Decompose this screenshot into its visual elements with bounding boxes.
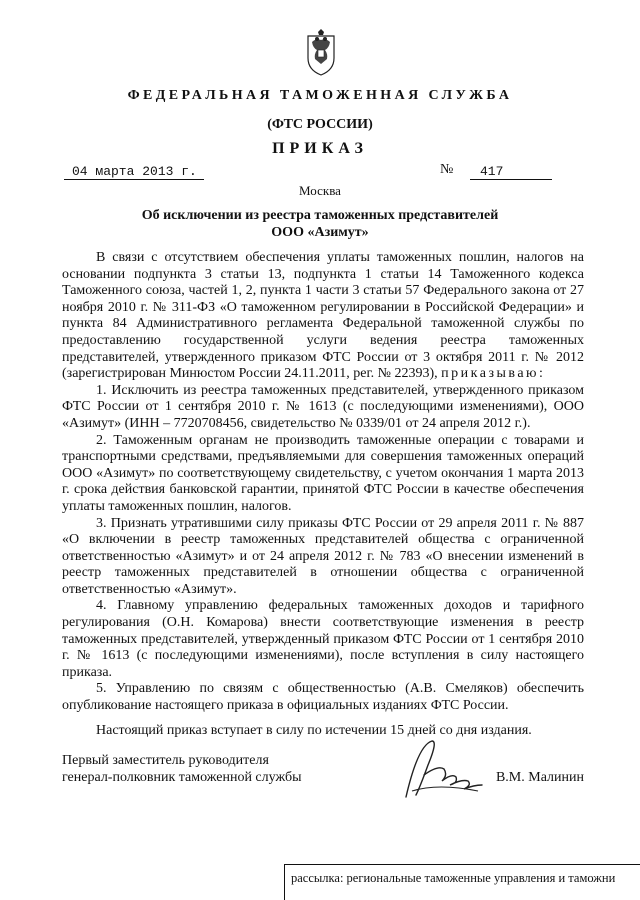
order-item-5: 5. Управлению по связям с общественностью (А.В. Смеляков) обеспечить опубликование настоящего приказа в официальных изданиях ФТС России. (62, 681, 584, 714)
document-number: 417 (470, 164, 552, 180)
document-type: ПРИКАЗ (272, 140, 368, 157)
position-line-2: генерал-полковник таможенной службы (62, 770, 302, 785)
document-number-label: № (440, 162, 454, 177)
document-date: 04 марта 2013 г. (64, 164, 204, 180)
order-item-2: 2. Таможенным органам не производить таможенные операции с товарами и транспортными средствами, предъявляемыми для совершения таможенных операций ООО «Азимут» по соответствующему свидетельству, с учетом окончания 1 марта 2013 г. срока действия банковской гарантии, принятой ФТС России в качестве обеспечения уплаты таможенных пошлин, налогов. (62, 432, 584, 514)
organization-name: ФЕДЕРАЛЬНАЯ ТАМОЖЕННАЯ СЛУЖБА (127, 88, 513, 103)
order-item-1: 1. Исключить из реестра таможенных представителей, утвержденного приказом ФТС России от 1 сентября 2010 г. № 1613 (с последующими изменениями), ООО «Азимут» (ИНН – 7720708456, свидетельство № 0339/01 от 24 апреля 2012 г.). (62, 382, 584, 431)
organization-short-name: (ФТС РОССИИ) (267, 117, 373, 132)
document-city: Москва (299, 183, 341, 198)
distribution-text: рассылка: региональные таможенные управления и таможни (291, 871, 616, 885)
document-title (0, 207, 640, 241)
intro-paragraph (62, 250, 584, 383)
distribution-box (284, 864, 640, 900)
document-body (62, 250, 584, 739)
registration-text: (зарегистрирован Минюстом России 24.11.2011, рег. № 22393), (62, 366, 438, 382)
intro-text: В связи с отсутствием обеспечения уплаты таможенных пошлин, налогов на основании подпункта 3 статьи 13, подпункта 1 статьи 14 Таможенного кодекса Таможенного союза, частей 1, 2, пункта 1 части 3 статьи 57 Федерального закона от 27 ноября 2010 г. № 311-ФЗ «О таможенном регулировании в Российской Федерации» и пункта 84 Административного регламента Федеральной таможенной службы по предоставлению государственной услуги ведения реестра таможенных представителей, утвержденного приказом ФТС России от 3 октября 2011 г. № 2012 (62, 250, 584, 365)
coat-of-arms-icon (302, 28, 340, 76)
title-line-1: Об исключении из реестра таможенных представителей (141, 208, 499, 223)
order-item-3: 3. Признать утратившими силу приказы ФТС России от 29 апреля 2011 г. № 887 «О включении в реестр таможенных представителей общества с ограниченной ответственностью «Азимут» и от 24 апреля 2012 г. № 783 «О внесении изменений в реестр таможенных представителей в отношении общества с ограниченной ответственностью «Азимут». (62, 515, 584, 597)
order-item-4: 4. Главному управлению федеральных таможенных доходов и тарифного регулирования (О.Н. Комарова) внести соответствующие изменения в реестр таможенных представителей, утвержденный приказом ФТС России от 1 сентября 2010 г. № 1613 (с последующими изменениями), после вступления в силу настоящего приказа. (62, 598, 584, 680)
signatory-position (62, 752, 301, 786)
position-line-1: Первый заместитель руководителя (62, 753, 269, 768)
signatory-name: В.М. Малинин (495, 770, 584, 785)
effective-date-paragraph: Настоящий приказ вступает в силу по истечении 15 дней со дня издания. (96, 722, 532, 738)
title-line-2: ООО «Азимут» (271, 225, 369, 240)
order-word: приказываю: (441, 366, 546, 382)
handwritten-signature-icon (398, 735, 486, 805)
